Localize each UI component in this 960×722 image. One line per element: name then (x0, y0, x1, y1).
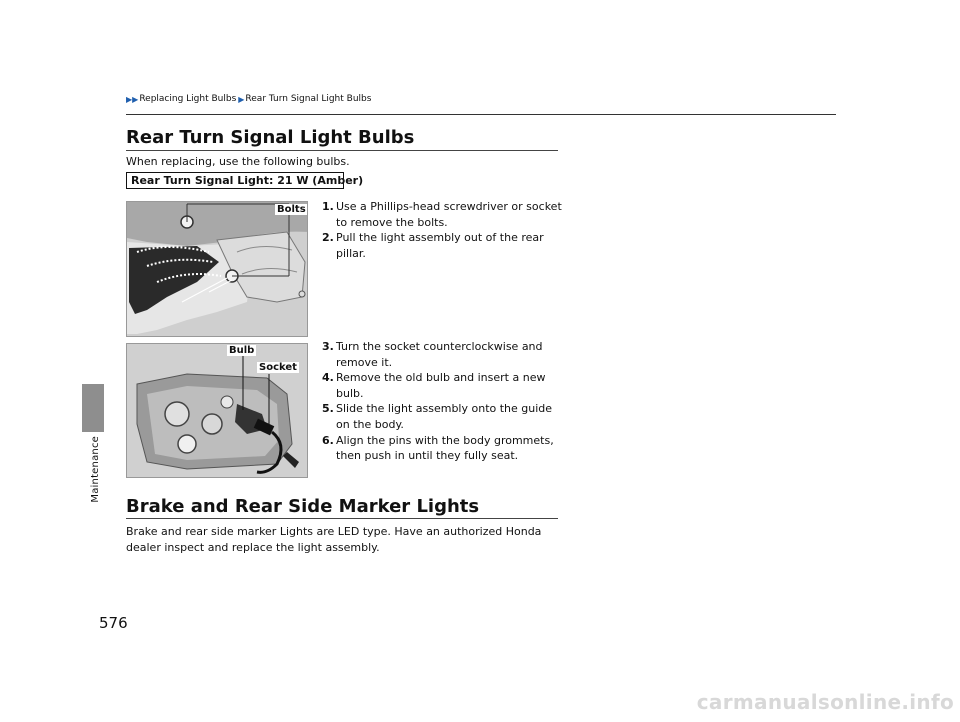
step-text: Align the pins with the body grommets, then push in until they fully seat. (336, 433, 554, 463)
header-divider (126, 114, 836, 115)
step-number: 5. (322, 402, 334, 416)
list-item (322, 401, 562, 432)
list-item (322, 199, 562, 230)
step-text: Turn the socket counterclockwise and remove it. (336, 340, 543, 369)
step-number: 6. (322, 433, 334, 447)
rear-pillar-drawing (127, 202, 308, 337)
step-text: Use a Phillips-head screwdriver or socket to remove the bolts. (336, 200, 562, 229)
section-title: Rear Turn Signal Light Bulbs (126, 127, 415, 148)
bolts-callout: Bolts (277, 204, 306, 215)
section-label: Maintenance (90, 436, 101, 503)
page-number: 576 (99, 614, 128, 632)
list-item (322, 433, 562, 464)
step-number: 1. (322, 200, 334, 213)
step-number: 4. (322, 371, 334, 385)
step-text: Slide the light assembly onto the guide on the body. (336, 402, 553, 431)
title-divider (126, 150, 558, 151)
light-assembly-illustration (126, 343, 308, 478)
watermark-url: carmanualsonline.info (696, 690, 954, 714)
list-item (322, 339, 562, 370)
list-item (322, 370, 562, 401)
breadcrumb-item-1[interactable]: Replacing Light Bulbs (139, 94, 237, 104)
step-number: 2. (322, 231, 334, 245)
section-title-2: Brake and Rear Side Marker Lights (126, 496, 480, 517)
socket-callout: Socket (259, 362, 297, 373)
steps-list-1 (322, 199, 562, 261)
step-text: Remove the old bulb and insert a new bulb. (336, 371, 546, 400)
step-text: Pull the light assembly out of the rear pillar. (336, 231, 544, 260)
steps-list-2 (322, 339, 562, 464)
title-divider-2 (126, 518, 558, 519)
step-number: 3. (322, 340, 334, 353)
rear-pillar-illustration (126, 201, 308, 337)
bulb-spec-box: Rear Turn Signal Light: 21 W (Amber) (126, 172, 344, 189)
triangle-icon: ▶▶ (126, 94, 139, 104)
intro-text: When replacing, use the following bulbs. (126, 155, 350, 168)
breadcrumb-item-2[interactable]: Rear Turn Signal Light Bulbs (245, 94, 372, 104)
section-tab (82, 384, 104, 432)
bulb-callout: Bulb (229, 345, 255, 356)
list-item (322, 230, 562, 261)
led-info-text: Brake and rear side marker Lights are LED type. Have an authorized Honda dealer inspect and replace the light assembly. (126, 525, 542, 554)
triangle-icon: ▶ (238, 94, 245, 104)
breadcrumb (126, 94, 371, 104)
